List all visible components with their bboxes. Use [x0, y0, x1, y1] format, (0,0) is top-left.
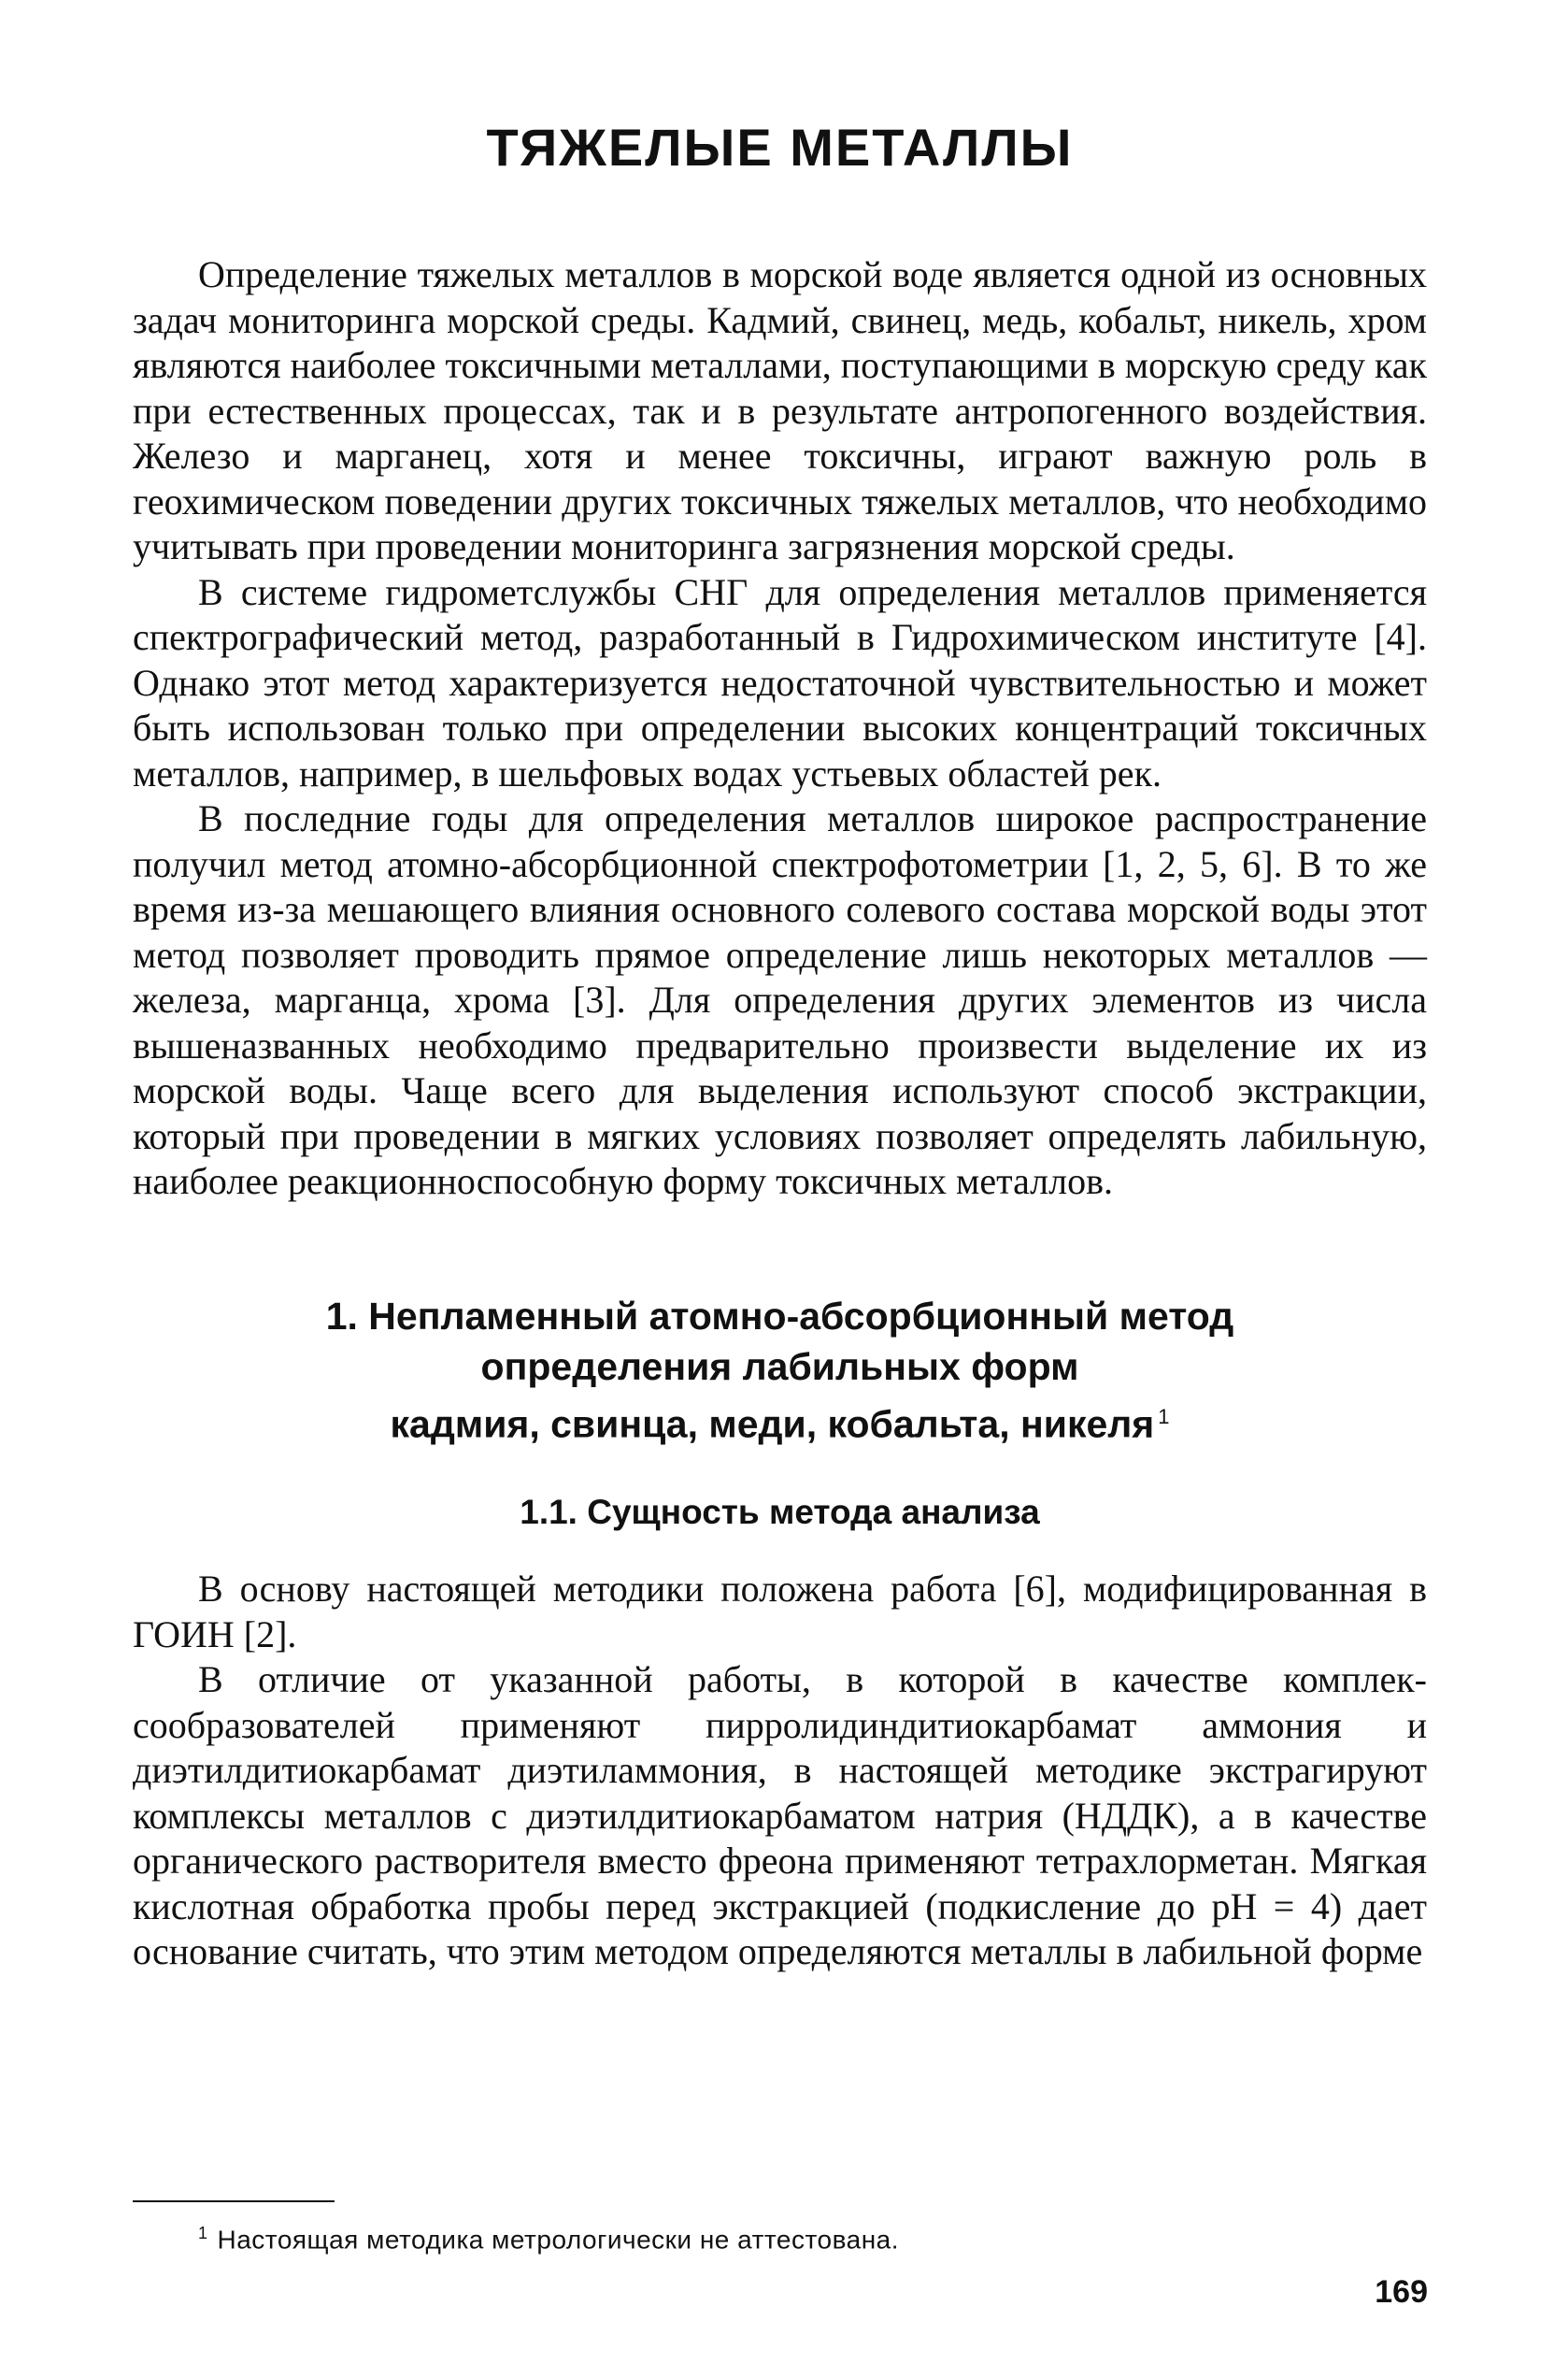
subsection-title: 1.1. Сущность метода анализа — [520, 1493, 1040, 1532]
chapter-title: ТЯЖЕЛЫЕ МЕТАЛЛЫ — [486, 118, 1074, 177]
section-title-line-3 — [133, 1392, 1427, 1450]
section-title — [133, 1291, 1427, 1450]
footnote — [198, 2217, 899, 2256]
footnote-text: Настоящая методика метрологически не аттестована. — [217, 2225, 900, 2255]
page-content — [133, 116, 1427, 1975]
intro-paragraph-3: В последние годы для определения металлов широкое распространение получил метод атомно-абсорбционной спектрофотометрии [1, 2, 5, 6]. В то же время из-за мешающего влияния основного солевого состава морской воды этот метод позволяет проводить прямое определение лишь некоторых металлов — железа, марганца, хрома [3]. Для определения других элементов из числа вышеназванных необходимо предварительно произвести выделение их из морской воды. Чаще всего для выделения используют способ экстракции, который при проведении в мягких условиях позволяет определять лабильную, наиболее реакционноспособную форму токсичных металлов. — [133, 797, 1427, 1202]
section-title-line-1: 1. Непламенный атомно-абсорбционный метод — [325, 1294, 1234, 1338]
page-number: 169 — [1375, 2274, 1428, 2310]
intro-paragraph-2: В системе гидрометслужбы СНГ для определения металлов применяется спектрографический метод, разработанный в Гидрохимическом институте [4]. Однако этот метод характеризуется недостаточной чувствительностью и может быть использован только при определении высоких концентраций токсичных металлов, например, в шельфовых водах устьевых областей рек. — [133, 570, 1427, 795]
section-paragraph-1: В основу настоящей методики положена работа [6], модифицированная в ГОИН [2]. — [133, 1568, 1427, 1655]
section-title-line-3-text: кадмия, свинца, меди, кобальта, никеля — [390, 1402, 1155, 1446]
footnote-mark: 1 — [198, 2224, 208, 2242]
section-title-line-2: определения лабильных форм — [480, 1344, 1079, 1388]
section-footnote-mark: 1 — [1158, 1404, 1170, 1428]
footnote-divider — [133, 2200, 335, 2202]
section-paragraph-2: В отличие от указанной работы, в которой в качестве комплексообразователей применяют пирролидиндитиокарбамат аммония и диэтилдитиокарбамат диэтиламмония, в настоящей методике экстрагируют комплексы металлов с диэтилдитиокарбаматом натрия (НДДК), а в качестве органического растворителя вместо фреона применяют тетрахлорметан. Мягкая кислотная обработка пробы перед экстракцией (подкисление до pH = 4) дает основание считать, что этим методом определяются металлы в лабильной форме — [133, 1658, 1427, 1973]
intro-paragraph-1: Определение тяжелых металлов в морской воде является одной из основных задач мониторинга морской среды. Кадмий, свинец, медь, кобальт, никель, хром являются наиболее токсичными металлами, поступающими в морскую среду как при естественных процессах, так и в результате антропогенного воздействия. Железо и марганец, хотя и менее токсичны, играют важную роль в геохимическом поведении других токсичных тяжелых металлов, что необходимо учитывать при проведении мониторинга загрязнения морской среды. — [133, 253, 1427, 567]
